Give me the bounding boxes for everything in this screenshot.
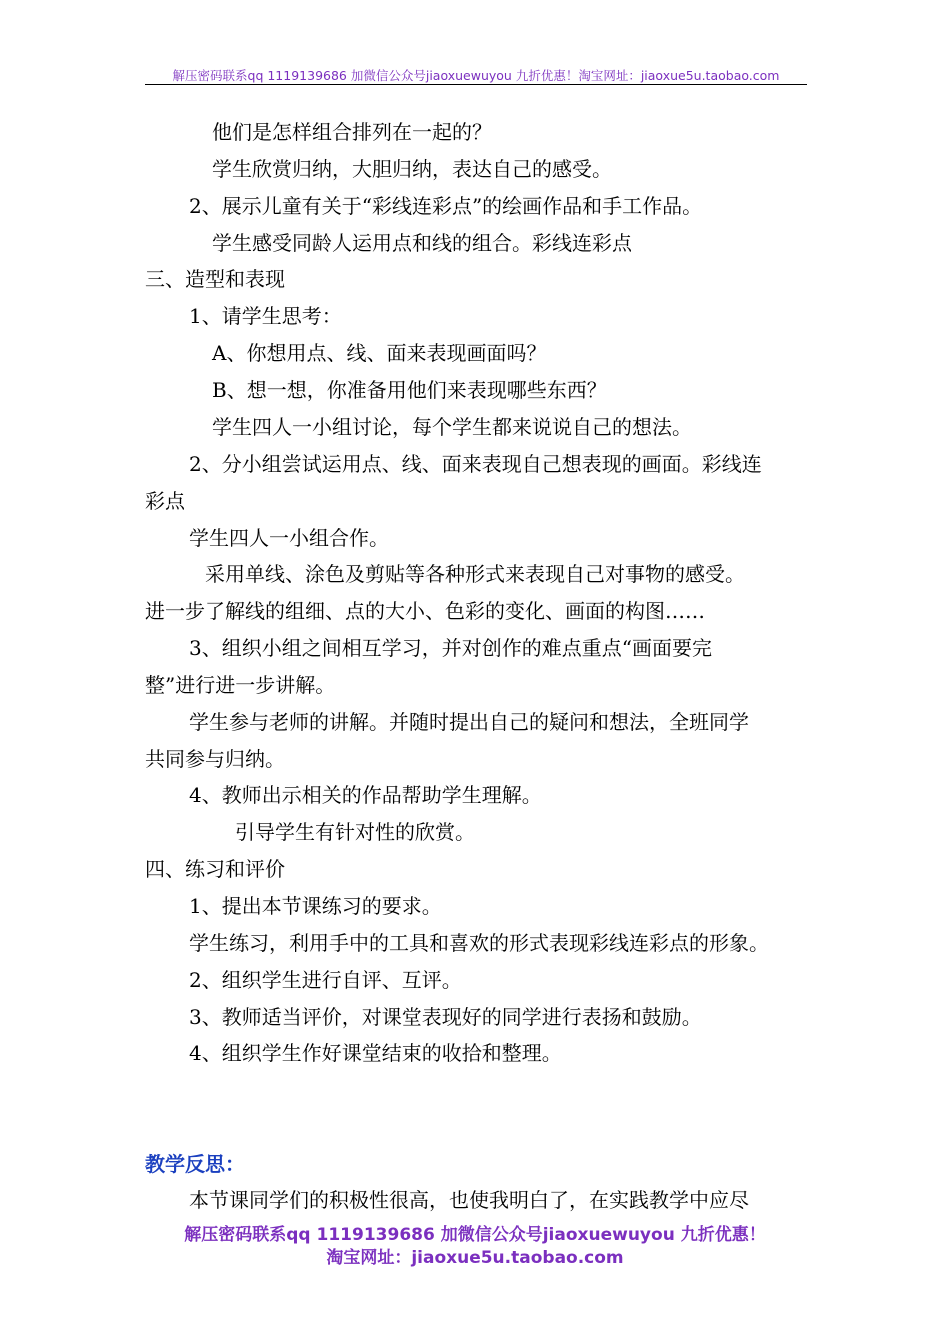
body-line: 学生四人一小组讨论，每个学生都来说说自己的想法。 xyxy=(212,415,692,439)
footer-line-2: 淘宝网址：jiaoxue5u.taobao.com xyxy=(326,1248,624,1268)
reflection-text: 本节课同学们的积极性很高，也使我明白了，在实践教学中应尽 xyxy=(189,1188,749,1212)
body-line: 2、分小组尝试运用点、线、面来表现自己想表现的画面。彩线连 xyxy=(189,452,762,476)
body-line: 学生欣赏归纳，大胆归纳，表达自己的感受。 xyxy=(212,157,612,181)
footer-line-1: 解压密码联系qq 1119139686 加微信公众号jiaoxuewuyou 九折优惠！ xyxy=(184,1225,766,1245)
body-line: 2、展示儿童有关于“彩线连彩点”的绘画作品和手工作品。 xyxy=(189,194,703,218)
body-line: 3、组织小组之间相互学习，并对创作的难点重点“画面要完 xyxy=(189,636,712,660)
body-line: A、你想用点、线、面来表现画面吗？ xyxy=(212,341,547,365)
body-line: 1、请学生思考： xyxy=(189,304,342,328)
body-line: 学生感受同龄人运用点和线的组合。彩线连彩点 xyxy=(212,231,632,255)
body-line: 4、教师出示相关的作品帮助学生理解。 xyxy=(189,783,542,807)
body-line: 引导学生有针对性的欣赏。 xyxy=(235,820,475,844)
body-line: 3、教师适当评价，对课堂表现好的同学进行表扬和鼓励。 xyxy=(189,1005,702,1029)
header-divider xyxy=(145,84,807,85)
body-line: 1、提出本节课练习的要求。 xyxy=(189,894,442,918)
section-heading: 四、练习和评价 xyxy=(145,857,285,881)
body-line: 进一步了解线的组细、点的大小、色彩的变化、画面的构图…… xyxy=(145,599,705,623)
body-line: 他们是怎样组合排列在一起的？ xyxy=(212,120,492,144)
body-line: 学生四人一小组合作。 xyxy=(189,526,389,550)
body-line: 2、组织学生进行自评、互评。 xyxy=(189,968,462,992)
page-header: 解压密码联系qq 1119139686 加微信公众号jiaoxuewuyou 九折优惠！淘宝网址：jiaoxue5u.taobao.com xyxy=(172,68,780,83)
body-line: 共同参与归纳。 xyxy=(145,747,285,771)
body-line: 采用单线、涂色及剪贴等各种形式来表现自己对事物的感受。 xyxy=(205,562,745,586)
reflection-heading: 教学反思： xyxy=(145,1152,245,1176)
body-line: 彩点 xyxy=(145,489,185,513)
body-line: 学生练习，利用手中的工具和喜欢的形式表现彩线连彩点的形象。 xyxy=(189,931,769,955)
body-line: B、想一想，你准备用他们来表现哪些东西？ xyxy=(212,378,607,402)
section-heading: 三、造型和表现 xyxy=(145,267,285,291)
body-line: 学生参与老师的讲解。并随时提出自己的疑问和想法，全班同学 xyxy=(189,710,749,734)
body-line: 4、组织学生作好课堂结束的收拾和整理。 xyxy=(189,1041,562,1065)
body-line: 整”进行进一步讲解。 xyxy=(145,673,336,697)
